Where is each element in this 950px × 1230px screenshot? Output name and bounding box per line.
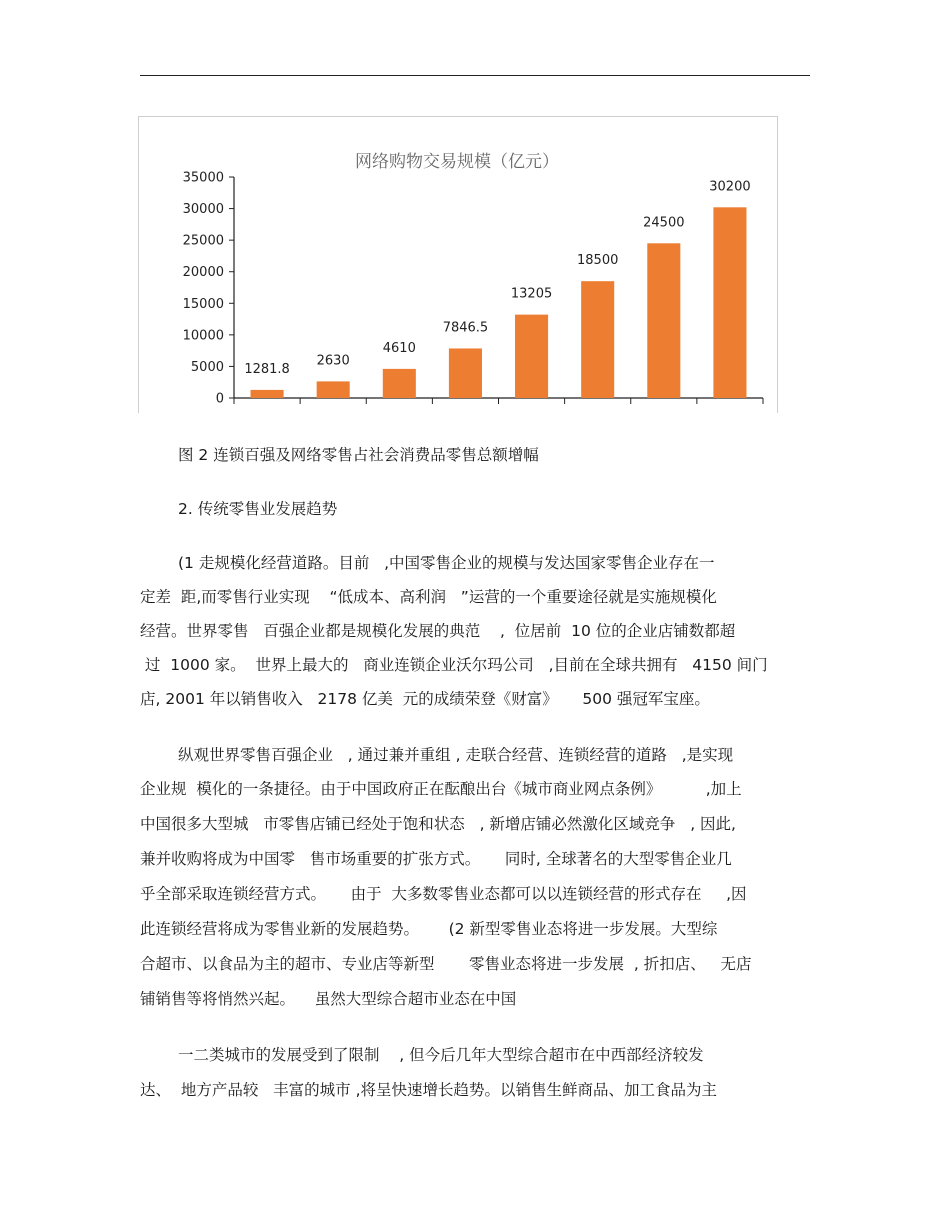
y-tick-label: 0 [215,391,224,407]
y-tick-label: 20000 [182,265,224,281]
bar [515,315,548,398]
paragraph-line: 企业规 模化的一条捷径。由于中国政府正在酝酿出台《城市商业网点条例》 ,加上 [140,780,742,798]
paragraph-line: 达、 地方产品较 丰富的城市 ,将呈快速增长趋势。以销售生鲜商品、加工食品为主 [140,1081,717,1099]
paragraph-line: 一二类城市的发展受到了限制 , 但今后几年大型综合超市在中西部经济较发 [178,1046,704,1064]
paragraph-line: 此连锁经营将成为零售业新的发展趋势。 (2 新型零售业态将进一步发展。大型综 [140,920,718,938]
bar-value-label: 7846.5 [442,320,489,336]
bar [251,390,284,398]
paragraph-line: 中国很多大型城 市零售店铺已经处于饱和状态 , 新增店铺必然激化区域竞争 , 因此, [140,815,736,833]
chart-title: 网络购物交易规模（亿元） [355,152,559,172]
bar-value-label: 1281.8 [244,361,290,377]
bar-chart [139,117,777,413]
paragraph-line: 过 1000 家。 世界上最大的 商业连锁企业沃尔玛公司 ,目前在全球共拥有 4150 间门 [140,656,768,674]
paragraph-line: 铺销售等将悄然兴起。 虽然大型综合超市业态在中国 [140,990,517,1008]
chart-frame [138,116,778,413]
header-rule [140,75,810,76]
bar [647,243,680,398]
y-tick-label: 15000 [182,296,224,312]
paragraph-line: 定差 距,而零售行业实现 “低成本、高利润 ”运营的一个重要途径就是实施规模化 [140,588,717,606]
bar [713,207,746,398]
bar-value-label: 24500 [643,215,685,231]
paragraph-line: (1 走规模化经营道路。目前 ,中国零售企业的规模与发达国家零售企业存在一 [178,554,715,572]
y-tick-label: 35000 [182,170,224,186]
paragraph-line: 店, 2001 年以销售收入 2178 亿美 元的成绩荣登《财富》 500 强冠军宝座。 [140,690,710,708]
y-tick-label: 30000 [182,202,224,218]
paragraph-line: 合超市、以食品为主的超市、专业店等新型 零售业态将进一步发展 , 折扣店、 无店 [140,955,752,973]
paragraph-line: 兼并收购将成为中国零 售市场重要的扩张方式。 同时, 全球著名的大型零售企业几 [140,850,732,868]
paragraph-line: 经营。世界零售 百强企业都是规模化发展的典范 , 位居前 10 位的企业店铺数都超 [140,622,736,640]
bar-value-label: 30200 [709,179,751,195]
y-tick-label: 25000 [182,233,224,249]
bar-value-label: 4610 [382,340,416,356]
paragraph-line: 纵观世界零售百强企业 , 通过兼并重组 , 走联合经营、连锁经营的道路 ,是实现 [178,746,734,764]
bar [317,381,350,398]
bar [581,281,614,398]
bar [383,369,416,398]
bar-value-label: 13205 [510,286,553,302]
bar [449,348,482,398]
bar-value-label: 2630 [316,353,350,369]
section-heading: 2. 传统零售业发展趋势 [178,500,338,518]
paragraph-line: 乎全部采取连锁经营方式。 由于 大多数零售业态都可以以连锁经营的形式存在 ,因 [140,885,747,903]
y-tick-label: 10000 [182,328,224,344]
bar-value-label: 18500 [577,253,619,269]
figure-caption: 图 2 连锁百强及网络零售占社会消费品零售总额增幅 [178,446,539,464]
y-tick-label: 5000 [190,359,224,375]
